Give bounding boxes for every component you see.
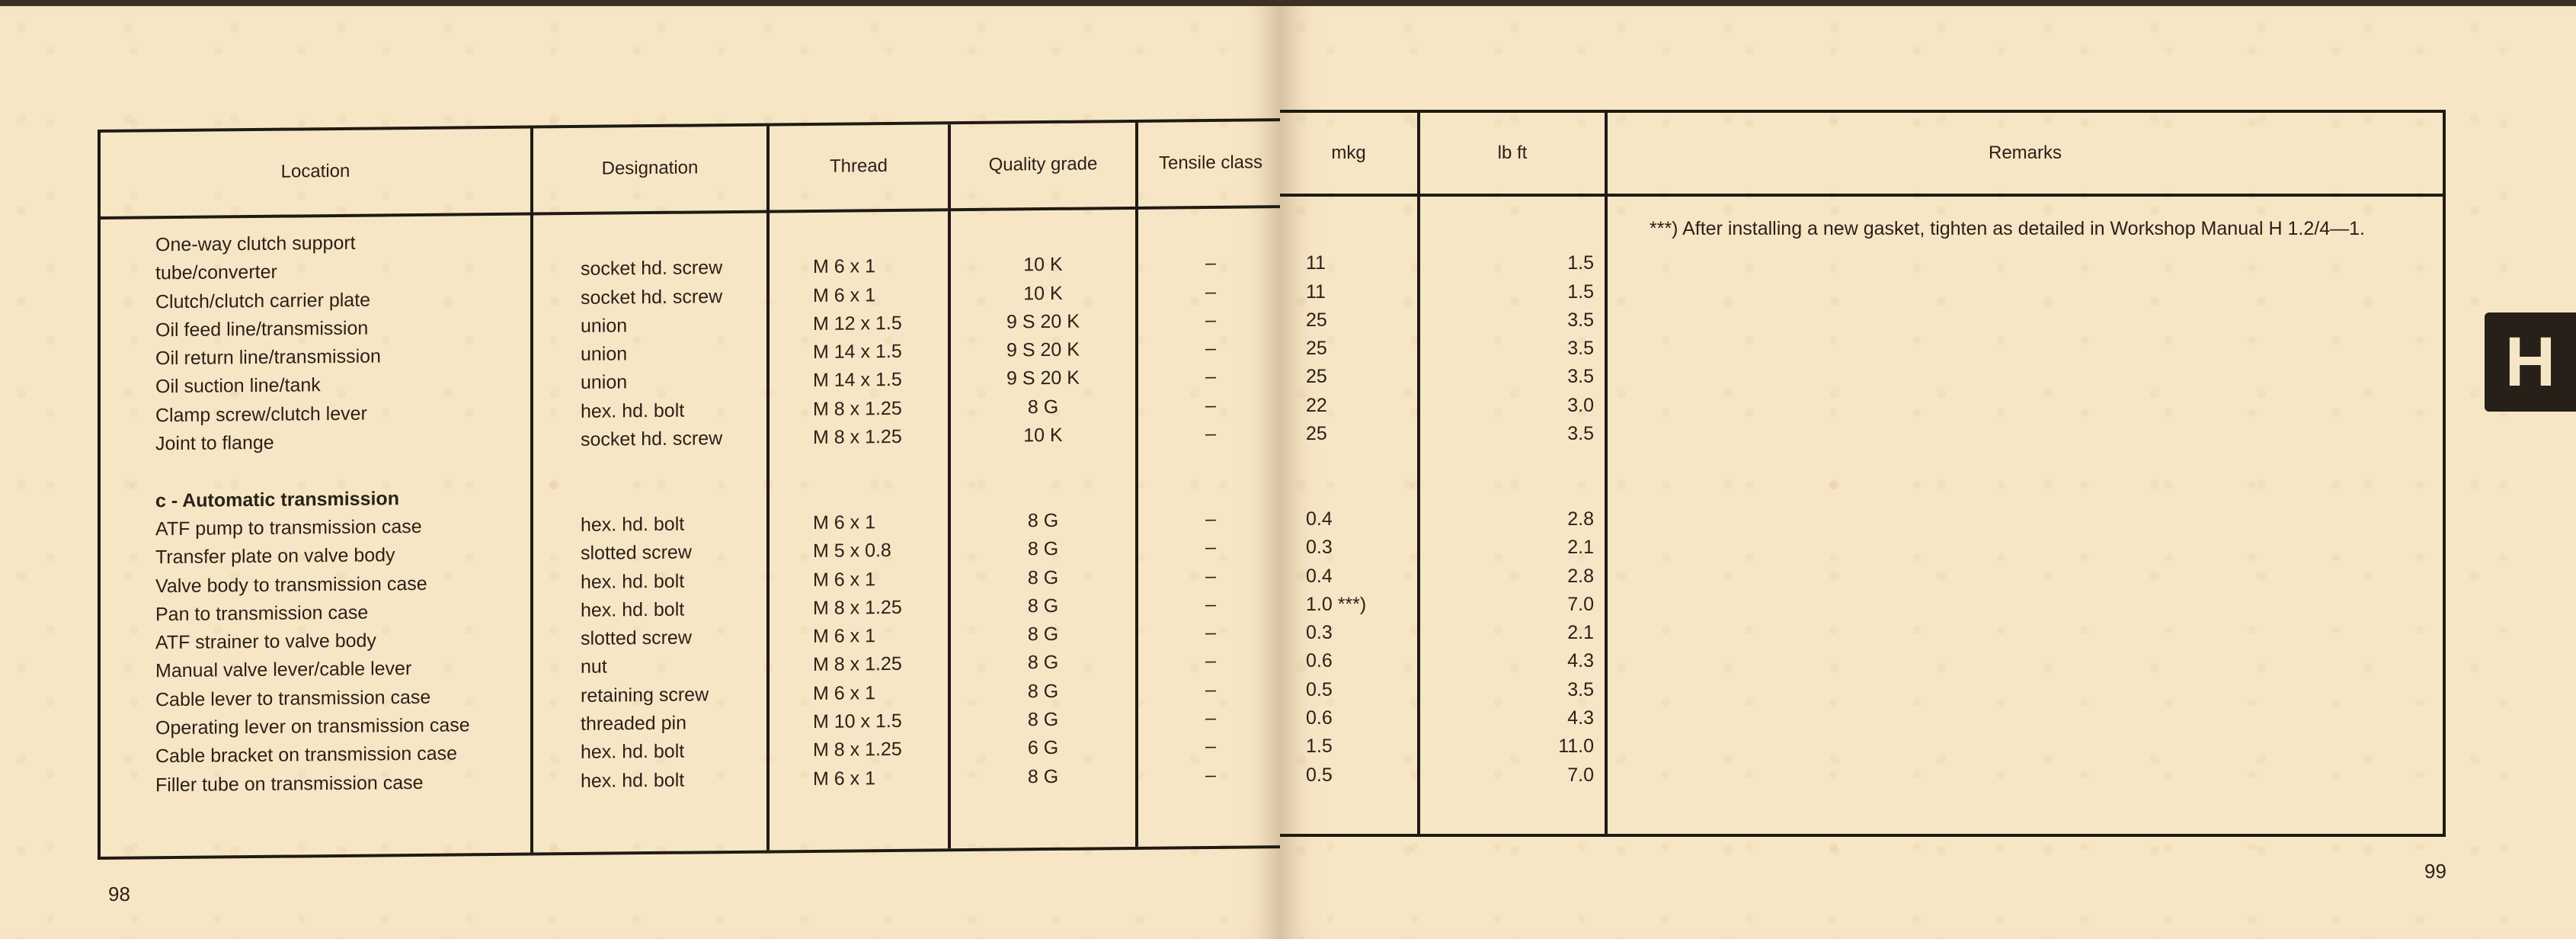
table-cell: socket hd. screw: [581, 285, 723, 309]
table-cell: 1.5: [1567, 252, 1594, 274]
table-cell: 9 S 20 K: [1006, 367, 1080, 390]
table-cell: M 14 x 1.5: [813, 369, 902, 392]
table-cell: ATF strainer to valve body: [155, 630, 376, 654]
table-cell: M 6 x 1: [813, 767, 875, 790]
table-cell: M 8 x 1.25: [813, 596, 902, 619]
table-cell: hex. hd. bolt: [581, 513, 685, 536]
header-lbft: lb ft: [1497, 143, 1528, 163]
table-cell: 8 G: [1027, 680, 1059, 703]
column-quality-grade: [951, 222, 1135, 792]
table-cell: 9 S 20 K: [1006, 338, 1080, 361]
table-cell: slotted screw: [581, 541, 692, 565]
table-cell: 3.5: [1567, 678, 1594, 700]
table-cell: ATF pump to transmission case: [155, 515, 422, 540]
page-number-right: 99: [2424, 860, 2446, 883]
table-cell: hex. hd. bolt: [581, 740, 685, 764]
table-cell: 11: [1306, 280, 1326, 303]
column-rule: [530, 129, 533, 853]
table-cell: M 6 x 1: [813, 255, 875, 278]
table-cell: 3.5: [1567, 309, 1594, 331]
table-cell: 8 G: [1027, 594, 1059, 617]
table-cell: 11.0: [1558, 735, 1594, 758]
table-cell: union: [581, 315, 628, 337]
table-cell: Valve body to transmission case: [155, 572, 427, 597]
table-cell: 8 G: [1027, 708, 1059, 731]
table-cell: 1.5: [1306, 735, 1333, 758]
column-rule: [1605, 113, 1608, 834]
table-cell: 8 G: [1027, 623, 1059, 646]
table-cell: hex. hd. bolt: [581, 769, 685, 792]
table-cell: 6 G: [1027, 737, 1059, 759]
table-cell: 4.3: [1567, 650, 1594, 672]
table-cell: 22: [1306, 394, 1327, 416]
table-cell: Clamp screw/clutch lever: [155, 402, 367, 427]
table-cell: slotted screw: [581, 627, 692, 650]
header-thread: Thread: [829, 155, 888, 177]
table-cell: 0.3: [1306, 622, 1333, 644]
table-cell: [1138, 220, 1280, 250]
page-top-edge: [0, 0, 1280, 6]
table-cell: 8 G: [1027, 652, 1059, 674]
table-cell: –: [1205, 735, 1216, 758]
table-cell: 9 S 20 K: [1006, 310, 1080, 333]
table-cell: –: [1205, 764, 1216, 786]
table-cell: Joint to flange: [155, 431, 274, 455]
table-cell: –: [1205, 537, 1216, 559]
table-cell: 2.8: [1567, 508, 1594, 530]
spec-table-right: [1280, 110, 2446, 837]
table-cell: M 8 x 1.25: [813, 653, 902, 676]
page-top-edge: [1280, 0, 2576, 6]
table-cell: 2.8: [1567, 565, 1594, 587]
table-cell: –: [1205, 707, 1216, 729]
table-cell: union: [581, 371, 628, 394]
table-cell: 2.1: [1567, 537, 1594, 559]
spec-table-left: [98, 118, 1280, 860]
table-cell: 7.0: [1567, 764, 1594, 786]
left-page: [0, 0, 1280, 939]
table-cell: –: [1205, 394, 1216, 416]
table-cell: Manual valve lever/cable lever: [155, 658, 412, 682]
table-cell: 3.0: [1567, 394, 1594, 416]
column-tensile-class: [1138, 220, 1280, 790]
table-cell: 10 K: [1023, 282, 1063, 304]
table-cell: nut: [581, 656, 607, 678]
header-tensile-class: Tensile class: [1158, 152, 1263, 174]
column-thread: [813, 223, 946, 793]
table-cell: –: [1205, 593, 1216, 615]
table-cell: 0.3: [1306, 537, 1333, 559]
table-cell: Cable bracket on transmission case: [155, 742, 458, 768]
table-cell: M 6 x 1: [813, 625, 875, 648]
table-cell: 25: [1306, 423, 1327, 445]
header-location: Location: [280, 160, 350, 182]
column-mkg: [1306, 221, 1413, 790]
table-cell: M 6 x 1: [813, 681, 875, 704]
table-cell: [813, 223, 946, 253]
table-cell: [951, 222, 1135, 252]
table-cell: Filler tube on transmission case: [155, 771, 424, 796]
table-cell: –: [1205, 309, 1216, 331]
header-rule: [1280, 194, 2443, 197]
table-cell: Transfer plate on valve body: [155, 544, 395, 569]
table-cell: M 5 x 0.8: [813, 540, 891, 562]
table-cell: socket hd. screw: [581, 428, 723, 450]
table-cell: Cable lever to transmission case: [155, 686, 431, 711]
table-cell: 8 G: [1027, 566, 1059, 588]
table-cell: –: [1205, 622, 1216, 644]
table-cell: 1.5: [1567, 280, 1594, 303]
table-cell: M 6 x 1: [813, 511, 875, 534]
table-cell: M 12 x 1.5: [813, 312, 902, 335]
table-cell: 25: [1306, 338, 1327, 360]
table-cell: M 8 x 1.25: [813, 425, 902, 449]
table-cell: 0.4: [1306, 508, 1333, 530]
table-cell: Oil feed line/transmission: [155, 317, 369, 341]
table-cell: –: [1205, 252, 1216, 274]
page-number-left: 98: [108, 883, 130, 905]
table-cell: 3.5: [1567, 366, 1594, 388]
table-cell: –: [1205, 508, 1216, 530]
column-rule: [766, 127, 770, 851]
table-cell: hex. hd. bolt: [581, 598, 685, 621]
table-cell: 0.4: [1306, 565, 1333, 587]
table-cell: 4.3: [1567, 707, 1594, 729]
table-cell: 3.5: [1567, 338, 1594, 360]
table-cell: Operating lever on transmission case: [155, 714, 470, 739]
table-cell: 0.5: [1306, 764, 1333, 786]
table-cell: 10 K: [1023, 254, 1063, 276]
table-cell: 11: [1306, 252, 1326, 274]
table-cell: –: [1205, 565, 1216, 587]
table-cell: –: [1205, 338, 1216, 360]
table-cell: –: [1205, 366, 1216, 388]
table-cell: –: [1205, 422, 1216, 445]
table-cell: 10 K: [1023, 424, 1063, 447]
table-cell: 25: [1306, 309, 1327, 331]
header-remarks: Remarks: [1988, 143, 2062, 163]
table-cell: –: [1205, 678, 1216, 700]
table-cell: 1.0 ***): [1306, 593, 1367, 615]
table-cell: 8 G: [1027, 509, 1059, 532]
remark-note: ***) After installing a new gasket, tighten as detailed in Workshop Manual H 1.2/4—1.: [1650, 218, 2365, 239]
table-cell: M 6 x 1: [813, 284, 875, 306]
table-cell: Pan to transmission case: [155, 601, 369, 626]
table-cell: [581, 226, 763, 256]
table-cell: threaded pin: [581, 712, 687, 735]
table-cell: M 14 x 1.5: [813, 341, 902, 364]
table-cell: –: [1205, 280, 1216, 303]
table-cell: hex. hd. bolt: [581, 399, 685, 422]
table-cell: tube/converter: [155, 261, 277, 284]
table-cell: 8 G: [1027, 765, 1059, 787]
table-cell: M 6 x 1: [813, 568, 875, 591]
table-cell: 3.5: [1567, 423, 1594, 445]
header-quality-grade: Quality grade: [988, 153, 1098, 175]
table-cell: 0.6: [1306, 650, 1333, 672]
table-cell: M 8 x 1.25: [813, 397, 902, 420]
table-cell: One-way clutch support: [155, 232, 356, 256]
table-cell: Oil suction line/tank: [155, 374, 321, 398]
table-cell: retaining screw: [581, 684, 709, 707]
table-cell: socket hd. screw: [581, 257, 723, 280]
table-cell: 2.1: [1567, 622, 1594, 644]
table-cell: union: [581, 343, 628, 366]
column-location: [155, 228, 521, 800]
table-cell: Oil return line/transmission: [155, 345, 381, 370]
section-title: c - Automatic transmission: [155, 487, 399, 511]
column-lbft: [1420, 221, 1594, 790]
table-cell: 8 G: [1027, 396, 1059, 418]
table-cell: hex. hd. bolt: [581, 570, 685, 593]
table-cell: 8 G: [1027, 538, 1059, 560]
header-mkg: mkg: [1331, 143, 1366, 163]
header-designation: Designation: [601, 157, 699, 179]
table-cell: 7.0: [1567, 593, 1594, 615]
table-cell: M 8 x 1.25: [813, 739, 902, 761]
table-cell: 25: [1306, 366, 1327, 388]
table-cell: M 10 x 1.5: [813, 710, 902, 733]
table-cell: –: [1205, 650, 1216, 672]
table-cell: [1306, 221, 1413, 249]
table-cell: [1420, 221, 1594, 249]
right-page: [1280, 0, 2576, 939]
column-designation: [581, 226, 763, 796]
table-cell: Clutch/clutch carrier plate: [155, 289, 371, 312]
table-cell: 0.5: [1306, 678, 1333, 700]
table-cell: 0.6: [1306, 707, 1333, 729]
section-tab: H: [2485, 312, 2576, 412]
